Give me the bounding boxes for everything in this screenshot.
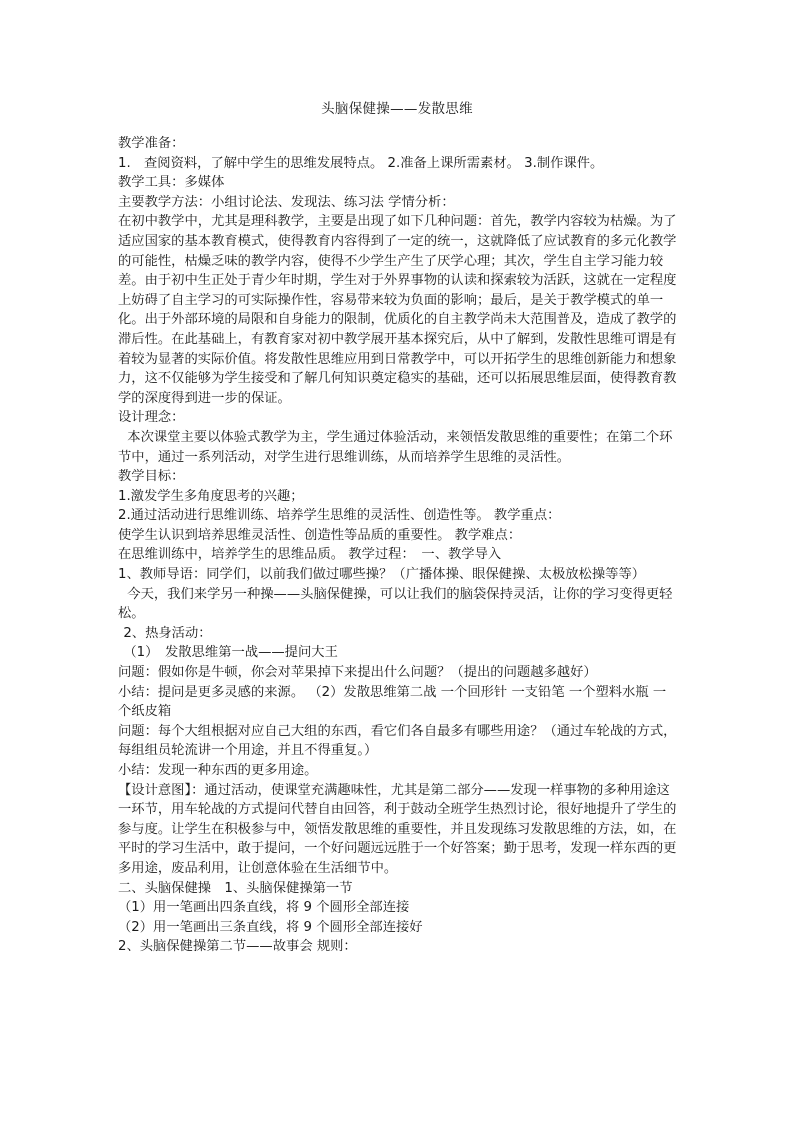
design-concept-paragraph: 本次课堂主要以体验式教学为主，学生通过体验活动，来领悟发散思维的重要性；在第二个环节中，通过一系列活动，对学生进行思维训练，从而培养学生思维的灵活性。 (118, 429, 673, 465)
teaching-tools: 教学工具：多媒体 (118, 175, 225, 191)
question-2: 问题：每个大组根据对应自己大组的东西，看它们各自最多有哪些用途？（通过车轮战的方式，每组组员轮流讲一个用途，并且不得重复。） (118, 723, 677, 759)
warmup-battle-1: （1） 发散思维第一战——提问大王 (123, 645, 338, 661)
warmup-heading: 2、热身活动： (123, 625, 212, 641)
key-point-text: 使学生认识到培养思维灵活性、创造性等品质的重要性。 教学难点： (118, 527, 522, 543)
design-intent-paragraph: 【设计意图】：通过活动，使课堂充满趣味性，尤其是第二部分——发现一样事物的多种用途这一环节，用车轮战的方式提问代替自由回答，利于鼓动全班学生热烈讨论，很好地提升了学生的参与度。让学生在积极参与中，领悟发散思维的重要性，并且发现练习发散思维的方法，如，在平时的学习生活中，敢于提问，一个好问题远远胜于一个好答案；勤于思考，发现一样东西的更多用途，废品利用，让创意体验在生活细节中。 (118, 782, 677, 876)
teaching-methods: 主要教学方法：小组讨论法、发现法、练习法 学情分析： (118, 194, 455, 210)
teacher-intro-paragraph: 今天，我们来学另一种操——头脑保健操，可以让我们的脑袋保持灵活，让你的学习变得更轻松。 (118, 586, 673, 622)
question-1: 问题：假如你是牛顿，你会对苹果掉下来提出什么问题？（提出的问题越多越好） (118, 665, 597, 681)
section-brain-exercise-1: 二、头脑保健操 1、头脑保健操第一节 (118, 880, 353, 896)
objective-item-2: 2.通过活动进行思维训练、培养学生思维的灵活性、创造性等。 教学重点： (118, 508, 561, 524)
document-title: 头脑保健操——发散思维 (321, 101, 473, 117)
difficulty-text: 在思维训练中，培养学生的思维品质。 教学过程： 一、教学导入 (118, 547, 502, 563)
section-brain-exercise-2: 2、头脑保健操第二节——故事会 规则： (118, 939, 357, 955)
section-heading-preparation: 教学准备： (118, 136, 185, 151)
exercise-item-1: （1）用一笔画出四条直线，将 9 个圆形全部连接 (118, 900, 410, 916)
section-heading-design-concept: 设计理念： (118, 410, 185, 426)
section-heading-objectives: 教学目标： (118, 469, 185, 485)
preparation-items: 1. 查阅资料，了解中学生的思维发展特点。 2.准备上课所需素材。 3.制作课件。 (118, 155, 604, 171)
situation-analysis-paragraph: 在初中教学中，尤其是理科教学，主要是出现了如下几种问题：首先，教学内容较为枯燥。为了适应国家的基本教育模式，使得教育内容得到了一定的统一，这就降低了应试教育的多元化教学的可能性，枯燥乏味的教学内容，使得不少学生产生了厌学心理；其次，学生自主学习能力较差。由于初中生正处于青少年时期，学生对于外界事物的认读和探索较为活跃，这就在一定程度上妨碍了自主学习的可实际操作性，容易带来较为负面的影响；最后，是关于教学模式的单一化。出于外部环境的局限和自身能力的限制，优质化的自主教学尚未大范围普及，造成了教学的滞后性。在此基础上，有教育家对初中教学展开基本探究后，从中了解到，发散性思维可谓是有着较为显著的实际价值。将发散性思维应用到日常教学中，可以开拓学生的思维创新能力和想象力，这不仅能够为学生接受和了解几何知识奠定稳实的基础，还可以拓展思维层面，使得教育教学的深度得到进一步的保证。 (118, 214, 677, 406)
summary-1: 小结：提问是更多灵感的来源。 （2）发散思维第二战 一个回形针 一支铅笔 一个塑料水瓶 一个纸皮箱 (118, 684, 667, 720)
document-body (118, 134, 678, 957)
objective-item-1: 1.激发学生多角度思考的兴趣； (118, 488, 304, 504)
exercise-item-2: （2）用一笔画出三条直线，将 9 个圆形全部连接好 (118, 919, 423, 935)
teacher-intro-line: 1、教师导语：同学们，以前我们做过哪些操？（广播体操、眼保健操、太极放松操等等） (118, 567, 646, 583)
summary-2: 小结：发现一种东西的更多用途。 (118, 763, 318, 778)
